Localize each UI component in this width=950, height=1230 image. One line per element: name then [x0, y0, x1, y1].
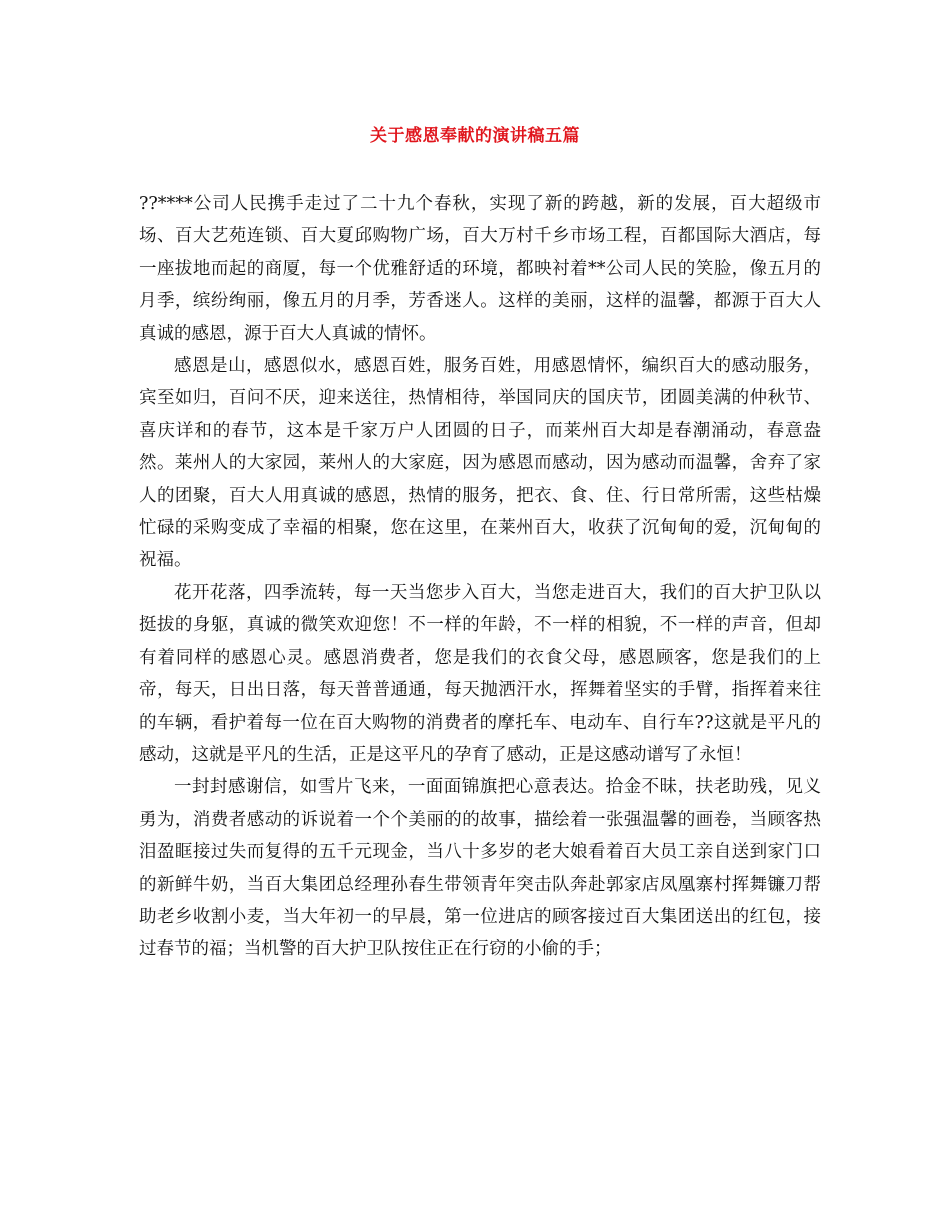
paragraph: 花开花落，四季流转，每一天当您步入百大，当您走进百大，我们的百大护卫队以挺拔的身躯，真诚的微笑欢迎您！不一样的年龄，不一样的相貌，不一样的声音，但却有着同样的感恩心灵。感恩消费者，您是我们的衣食父母，感恩顾客，您是我们的上帝，每天，日出日落，每天普普通通，每天抛洒汗水，挥舞着坚实的手臂，指挥着来往的车辆，看护着每一位在百大购物的消费者的摩托车、电动车、自行车??这就是平凡的感动，这就是平凡的生活，正是这平凡的孕育了感动，正是这感动谱写了永恒！ [139, 582, 821, 765]
paragraph: 感恩是山，感恩似水，感恩百姓，服务百姓，用感恩情怀，编织百大的感动服务，宾至如归，百问不厌，迎来送往，热情相待，举国同庆的国庆节，团圆美满的仲秋节、喜庆详和的春节，这本是千家万户人团圆的日子，而莱州百大却是春潮涌动，春意盎然。莱州人的大家园，莱州人的大家庭，因为感恩而感动，因为感动而温馨，舍弃了家人的团聚，百大人用真诚的感恩，热情的服务，把衣、食、住、行日常所需，这些枯燥忙碌的采购变成了幸福的相聚，您在这里，在莱州百大，收获了沉甸甸的爱，沉甸甸的祝福。 [139, 356, 821, 571]
document-body [139, 188, 821, 966]
paragraph: 一封封感谢信，如雪片飞来，一面面锦旗把心意表达。拾金不昧，扶老助残，见义勇为，消费者感动的诉说着一个个美丽的的故事，描绘着一张强温馨的画卷，当顾客热泪盈眶接过失而复得的五千元现金，当八十多岁的老大娘看着百大员工亲自送到家门口的新鲜牛奶，当百大集团总经理孙春生带领青年突击队奔赴郭家店凤凰寨村挥舞镰刀帮助老乡收割小麦，当大年初一的早晨，第一位进店的顾客接过百大集团送出的红包，接过春节的福；当机警的百大护卫队按住正在行窃的小偷的手； [139, 777, 821, 960]
paragraph: ??****公司人民携手走过了二十九个春秋，实现了新的跨越，新的发展，百大超级市场、百大艺苑连锁、百大夏邱购物广场，百大万村千乡市场工程，百都国际大酒店，每一座拔地而起的商厦，每一个优雅舒适的环境，都映衬着**公司人民的笑脸，像五月的月季，缤纷绚丽，像五月的月季，芳香迷人。这样的美丽，这样的温馨，都源于百大人真诚的感恩，源于百大人真诚的情怀。 [139, 194, 821, 344]
document-title: 关于感恩奉献的演讲稿五篇 [370, 126, 580, 146]
